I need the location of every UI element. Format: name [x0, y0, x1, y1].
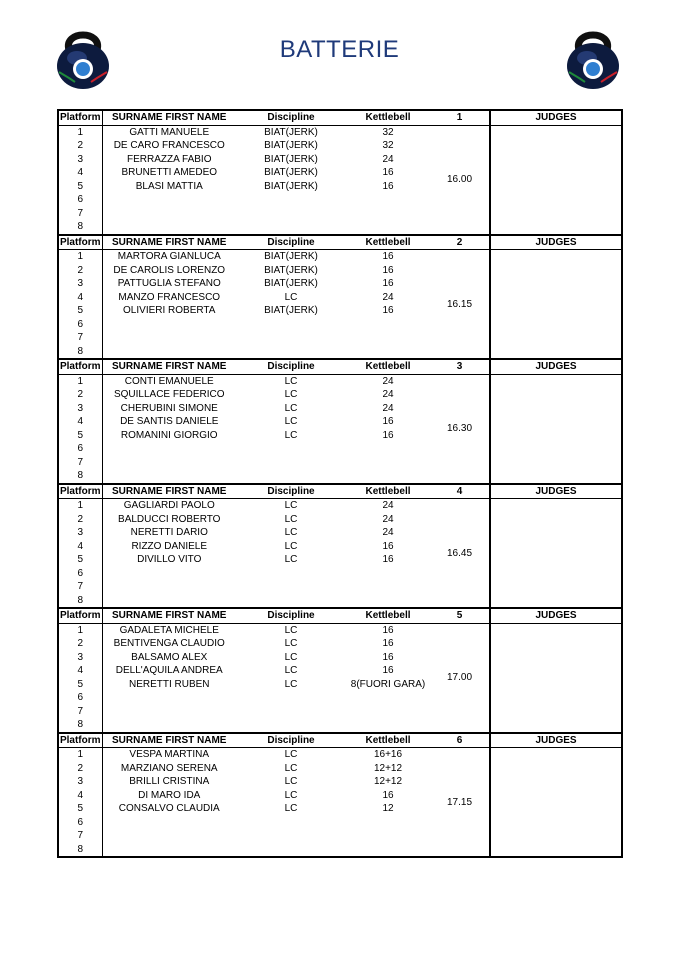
- discipline-header: Discipline: [236, 359, 346, 374]
- athlete-name: [102, 567, 236, 581]
- platform-header: Platform: [58, 608, 102, 623]
- platform-number: 5: [58, 553, 102, 567]
- kettlebell-cell: [346, 193, 430, 207]
- athlete-name: [102, 843, 236, 858]
- athlete-name: [102, 220, 236, 235]
- platform-number: 6: [58, 691, 102, 705]
- platform-number: 5: [58, 180, 102, 194]
- discipline-cell: LC: [284, 803, 298, 815]
- kettlebell-cell: 16: [382, 638, 394, 650]
- kettlebell-cell: [346, 718, 430, 733]
- athlete-name: BRUNETTI AMEDEO: [121, 167, 218, 179]
- kettlebell-cell: 16: [382, 540, 394, 552]
- platform-number: 7: [58, 705, 102, 719]
- kettlebell-cell: [346, 843, 430, 858]
- athlete-name: DE SANTIS DANIELE: [120, 416, 219, 428]
- discipline-cell: LC: [284, 776, 298, 788]
- discipline-cell: BIAT(JERK): [264, 278, 318, 290]
- athlete-name: GAGLIARDI PAOLO: [123, 500, 215, 512]
- name-header: SURNAME FIRST NAME: [102, 235, 236, 250]
- kettlebell-cell: 16: [382, 651, 394, 663]
- discipline-cell: [236, 193, 346, 207]
- athlete-name: VESPA MARTINA: [129, 749, 210, 761]
- athlete-name: BALSAMO ALEX: [131, 651, 208, 663]
- heat-time: 16.00: [446, 174, 473, 185]
- judges-header: JUDGES: [490, 484, 622, 499]
- name-header: SURNAME FIRST NAME: [102, 484, 236, 499]
- page-title: BATTERIE: [279, 36, 400, 63]
- discipline-cell: [236, 816, 346, 830]
- heat-number: 6: [430, 733, 490, 748]
- kettlebell-cell: 16: [382, 278, 394, 290]
- kettlebell-cell: [346, 691, 430, 705]
- kettlebell-header: Kettlebell: [346, 110, 430, 125]
- heat-header-row: [58, 608, 622, 623]
- platform-number: 4: [58, 664, 102, 678]
- athlete-name: BLASI MATTIA: [135, 180, 203, 192]
- discipline-cell: BIAT(JERK): [264, 264, 318, 276]
- discipline-cell: BIAT(JERK): [264, 167, 318, 179]
- discipline-cell: [236, 318, 346, 332]
- platform-number: 2: [58, 388, 102, 402]
- discipline-cell: LC: [284, 416, 298, 428]
- discipline-cell: LC: [284, 678, 298, 690]
- judges-cell: [490, 250, 622, 360]
- discipline-cell: LC: [284, 402, 298, 414]
- kettlebell-cell: [346, 442, 430, 456]
- judges-header: JUDGES: [490, 235, 622, 250]
- discipline-cell: BIAT(JERK): [264, 140, 318, 152]
- judges-cell: [490, 125, 622, 235]
- platform-number: 2: [58, 762, 102, 776]
- discipline-cell: BIAT(JERK): [264, 126, 318, 138]
- athlete-name: PATTUGLIA STEFANO: [117, 278, 221, 290]
- judges-header: JUDGES: [490, 608, 622, 623]
- kettlebell-logo-icon: [563, 24, 623, 90]
- athlete-name: [102, 469, 236, 484]
- discipline-cell: [236, 594, 346, 609]
- platform-number: 3: [58, 526, 102, 540]
- name-header: SURNAME FIRST NAME: [102, 359, 236, 374]
- athlete-name: SQUILLACE FEDERICO: [113, 389, 225, 401]
- kettlebell-cell: 16: [382, 789, 394, 801]
- athlete-name: MARTORA GIANLUCA: [117, 251, 221, 263]
- athlete-name: [102, 345, 236, 360]
- kettlebell-cell: [346, 567, 430, 581]
- judges-header: JUDGES: [490, 110, 622, 125]
- judges-header: JUDGES: [490, 733, 622, 748]
- athlete-name: ROMANINI GIORGIO: [120, 429, 218, 441]
- platform-number: 4: [58, 415, 102, 429]
- heat-number: 1: [430, 110, 490, 125]
- platform-number: 6: [58, 193, 102, 207]
- discipline-cell: LC: [284, 429, 298, 441]
- kettlebell-cell: [346, 469, 430, 484]
- judges-cell: [490, 499, 622, 609]
- discipline-cell: LC: [284, 527, 298, 539]
- athlete-name: RIZZO DANIELE: [131, 540, 208, 552]
- platform-number: 3: [58, 153, 102, 167]
- platform-number: 2: [58, 264, 102, 278]
- athlete-name: [102, 718, 236, 733]
- platform-header: Platform: [58, 235, 102, 250]
- platform-number: 5: [58, 678, 102, 692]
- platform-number: 7: [58, 829, 102, 843]
- table-row: [58, 250, 622, 264]
- kettlebell-cell: 24: [382, 389, 394, 401]
- kettlebell-header: Kettlebell: [346, 733, 430, 748]
- platform-header: Platform: [58, 110, 102, 125]
- kettlebell-cell: 32: [382, 140, 394, 152]
- discipline-cell: [236, 207, 346, 221]
- kettlebell-cell: 16: [382, 554, 394, 566]
- discipline-cell: BIAT(JERK): [264, 305, 318, 317]
- platform-number: 8: [58, 718, 102, 733]
- discipline-cell: LC: [284, 500, 298, 512]
- platform-number: 7: [58, 580, 102, 594]
- kettlebell-header: Kettlebell: [346, 359, 430, 374]
- platform-number: 5: [58, 304, 102, 318]
- table-row: [58, 374, 622, 388]
- kettlebell-cell: 24: [382, 153, 394, 165]
- discipline-cell: [236, 843, 346, 858]
- kettlebell-cell: 16: [382, 251, 394, 263]
- judges-cell: [490, 748, 622, 858]
- platform-number: 8: [58, 345, 102, 360]
- table-row: [58, 748, 622, 762]
- discipline-cell: [236, 331, 346, 345]
- heat-header-row: [58, 484, 622, 499]
- discipline-cell: [236, 220, 346, 235]
- table-row: [58, 125, 622, 139]
- platform-number: 4: [58, 291, 102, 305]
- discipline-cell: LC: [284, 638, 298, 650]
- judges-cell: [490, 623, 622, 733]
- kettlebell-cell: 12: [382, 803, 394, 815]
- athlete-name: CHERUBINI SIMONE: [120, 402, 218, 414]
- kettlebell-cell: [346, 580, 430, 594]
- discipline-cell: [236, 705, 346, 719]
- athlete-name: [102, 207, 236, 221]
- platform-number: 2: [58, 637, 102, 651]
- platform-header: Platform: [58, 733, 102, 748]
- discipline-cell: LC: [284, 540, 298, 552]
- athlete-name: [102, 193, 236, 207]
- kettlebell-cell: 24: [382, 375, 394, 387]
- platform-number: 1: [58, 250, 102, 264]
- platform-number: 4: [58, 166, 102, 180]
- platform-number: 6: [58, 816, 102, 830]
- platform-number: 1: [58, 374, 102, 388]
- kettlebell-cell: 16: [382, 305, 394, 317]
- discipline-cell: [236, 456, 346, 470]
- platform-number: 2: [58, 513, 102, 527]
- athlete-name: [102, 594, 236, 609]
- name-header: SURNAME FIRST NAME: [102, 608, 236, 623]
- athlete-name: [102, 442, 236, 456]
- kettlebell-cell: [346, 345, 430, 360]
- kettlebell-cell: 16: [382, 167, 394, 179]
- name-header: SURNAME FIRST NAME: [102, 733, 236, 748]
- platform-number: 3: [58, 651, 102, 665]
- kettlebell-cell: 32: [382, 126, 394, 138]
- kettlebell-cell: 12+12: [373, 762, 403, 774]
- kettlebell-cell: 16+16: [373, 749, 403, 761]
- platform-number: 7: [58, 331, 102, 345]
- platform-number: 7: [58, 207, 102, 221]
- discipline-cell: LC: [284, 554, 298, 566]
- platform-number: 3: [58, 775, 102, 789]
- discipline-cell: [236, 718, 346, 733]
- kettlebell-cell: 16: [382, 665, 394, 677]
- discipline-cell: LC: [284, 789, 298, 801]
- kettlebell-cell: 24: [382, 513, 394, 525]
- platform-number: 2: [58, 139, 102, 153]
- heat-time: 16.30: [446, 423, 473, 434]
- athlete-name: BRILLI CRISTINA: [129, 776, 210, 788]
- discipline-cell: LC: [284, 513, 298, 525]
- discipline-cell: LC: [284, 651, 298, 663]
- heat-number: 3: [430, 359, 490, 374]
- athlete-name: DIVILLO VITO: [137, 554, 202, 566]
- kettlebell-cell: [346, 318, 430, 332]
- discipline-cell: [236, 567, 346, 581]
- judges-cell: [490, 374, 622, 484]
- discipline-cell: [236, 345, 346, 360]
- platform-number: 5: [58, 429, 102, 443]
- kettlebell-cell: [346, 331, 430, 345]
- athlete-name: DELL'AQUILA ANDREA: [115, 665, 223, 677]
- heat-time: 16.15: [446, 298, 473, 310]
- platform-number: 1: [58, 125, 102, 139]
- platform-number: 1: [58, 623, 102, 637]
- kettlebell-cell: 24: [382, 402, 394, 414]
- athlete-name: [102, 829, 236, 843]
- discipline-cell: LC: [284, 762, 298, 774]
- platform-number: 6: [58, 318, 102, 332]
- kettlebell-cell: 16: [382, 416, 394, 428]
- heat-number: 5: [430, 608, 490, 623]
- discipline-cell: [236, 691, 346, 705]
- platform-number: 4: [58, 789, 102, 803]
- platform-number: 6: [58, 567, 102, 581]
- discipline-cell: LC: [284, 665, 298, 677]
- heat-time: 16.45: [446, 547, 473, 559]
- heat-header-row: [58, 733, 622, 748]
- discipline-cell: BIAT(JERK): [264, 251, 318, 263]
- athlete-name: DE CARO FRANCESCO: [113, 140, 225, 152]
- kettlebell-cell: 8(FUORI GARA): [350, 678, 426, 690]
- discipline-header: Discipline: [236, 235, 346, 250]
- heat-header-row: [58, 110, 622, 125]
- discipline-cell: LC: [284, 291, 298, 303]
- kettlebell-header: Kettlebell: [346, 608, 430, 623]
- discipline-header: Discipline: [236, 484, 346, 499]
- judges-header: JUDGES: [490, 359, 622, 374]
- heat-header-row: [58, 235, 622, 250]
- kettlebell-header: Kettlebell: [346, 235, 430, 250]
- platform-number: 8: [58, 843, 102, 858]
- kettlebell-cell: [346, 829, 430, 843]
- heat-number: 2: [430, 235, 490, 250]
- platform-number: 8: [58, 220, 102, 235]
- kettlebell-cell: [346, 816, 430, 830]
- athlete-name: [102, 816, 236, 830]
- platform-number: 1: [58, 499, 102, 513]
- athlete-name: DI MARO IDA: [138, 789, 201, 801]
- heats-table: [57, 109, 623, 858]
- kettlebell-cell: 16: [382, 180, 394, 192]
- athlete-name: NERETTI RUBEN: [128, 678, 210, 690]
- discipline-cell: LC: [284, 624, 298, 636]
- platform-header: Platform: [58, 359, 102, 374]
- athlete-name: OLIVIERI ROBERTA: [123, 305, 216, 317]
- discipline-header: Discipline: [236, 608, 346, 623]
- athlete-name: BALDUCCI ROBERTO: [118, 513, 221, 525]
- athlete-name: NERETTI DARIO: [130, 527, 208, 539]
- athlete-name: [102, 318, 236, 332]
- heat-time: 17.00: [446, 672, 473, 683]
- platform-number: 4: [58, 540, 102, 554]
- platform-number: 1: [58, 748, 102, 762]
- kettlebell-cell: 12+12: [373, 776, 403, 788]
- heat-time: 17.15: [430, 748, 490, 858]
- athlete-name: CONTI EMANUELE: [124, 375, 214, 387]
- discipline-cell: BIAT(JERK): [264, 153, 318, 165]
- kettlebell-cell: [346, 705, 430, 719]
- heat-header-row: [58, 359, 622, 374]
- kettlebell-cell: [346, 594, 430, 609]
- platform-number: 5: [58, 802, 102, 816]
- discipline-cell: [236, 442, 346, 456]
- athlete-name: BENTIVENGA CLAUDIO: [113, 638, 225, 650]
- athlete-name: GADALETA MICHELE: [119, 624, 219, 636]
- kettlebell-cell: 24: [382, 291, 394, 303]
- athlete-name: CONSALVO CLAUDIA: [118, 803, 220, 815]
- name-header: SURNAME FIRST NAME: [102, 110, 236, 125]
- kettlebell-cell: 16: [382, 624, 394, 636]
- discipline-cell: [236, 469, 346, 484]
- table-row: [58, 623, 622, 637]
- athlete-name: FERRAZZA FABIO: [127, 153, 212, 165]
- table-row: [58, 499, 622, 513]
- platform-number: 3: [58, 277, 102, 291]
- discipline-cell: LC: [284, 389, 298, 401]
- kettlebell-cell: 16: [382, 429, 394, 441]
- athlete-name: DE CAROLIS LORENZO: [113, 264, 226, 276]
- athlete-name: MARZIANO SERENA: [120, 762, 218, 774]
- platform-header: Platform: [58, 484, 102, 499]
- kettlebell-cell: [346, 220, 430, 235]
- athlete-name: [102, 456, 236, 470]
- discipline-cell: [236, 580, 346, 594]
- platform-number: 7: [58, 456, 102, 470]
- discipline-header: Discipline: [236, 733, 346, 748]
- discipline-cell: LC: [284, 749, 298, 761]
- athlete-name: [102, 580, 236, 594]
- discipline-cell: LC: [284, 375, 298, 387]
- discipline-cell: BIAT(JERK): [264, 180, 318, 192]
- discipline-cell: [236, 829, 346, 843]
- athlete-name: MANZO FRANCESCO: [118, 291, 221, 303]
- kettlebell-cell: 16: [382, 264, 394, 276]
- heat-number: 4: [430, 484, 490, 499]
- kettlebell-header: Kettlebell: [346, 484, 430, 499]
- athlete-name: [102, 691, 236, 705]
- kettlebell-cell: [346, 207, 430, 221]
- athlete-name: GATTI MANUELE: [129, 126, 210, 138]
- athlete-name: [102, 331, 236, 345]
- kettlebell-cell: 24: [382, 527, 394, 539]
- kettlebell-cell: [346, 456, 430, 470]
- kettlebell-cell: 24: [382, 500, 394, 512]
- discipline-header: Discipline: [236, 110, 346, 125]
- platform-number: 6: [58, 442, 102, 456]
- athlete-name: [102, 705, 236, 719]
- platform-number: 3: [58, 402, 102, 416]
- platform-number: 8: [58, 594, 102, 609]
- platform-number: 8: [58, 469, 102, 484]
